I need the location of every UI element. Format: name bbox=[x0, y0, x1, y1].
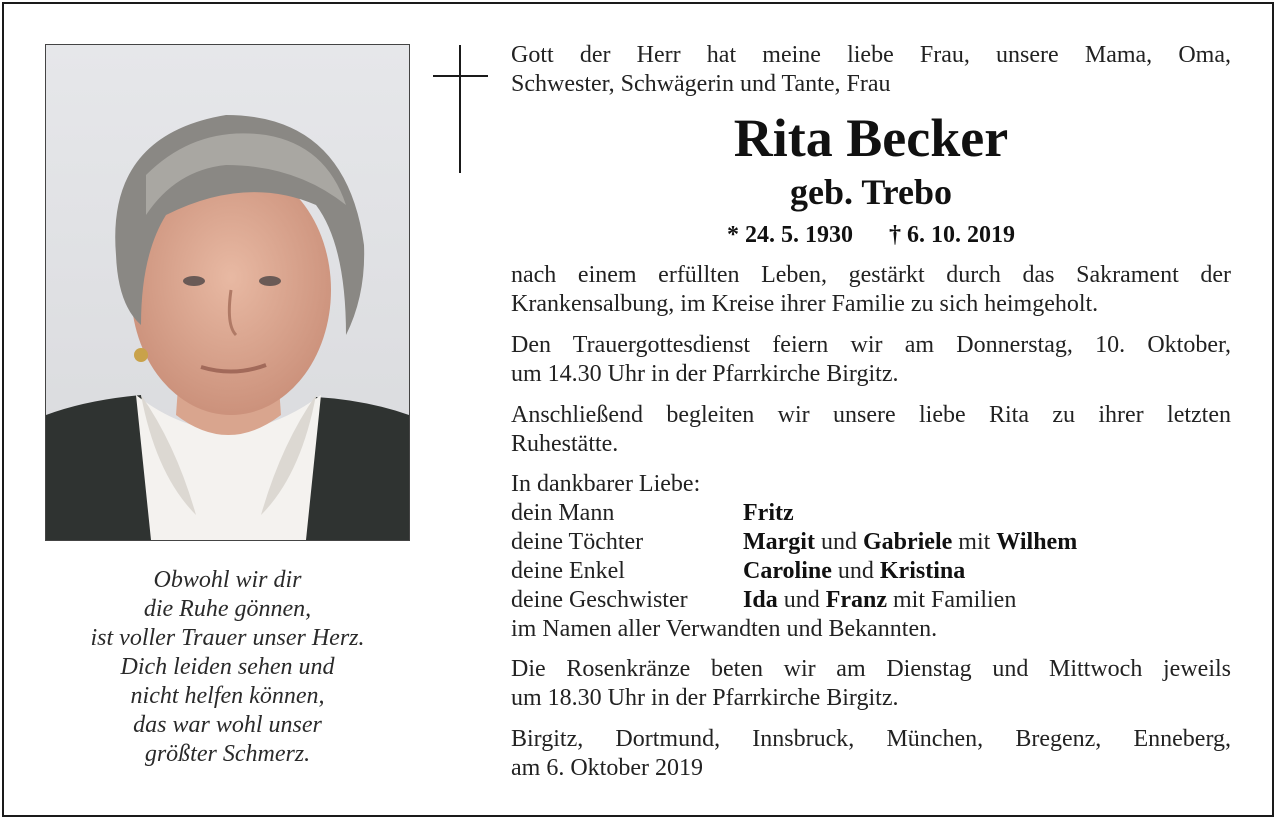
paragraph-line: um 18.30 Uhr in der Pfarrkirche Birgitz. bbox=[511, 685, 899, 711]
poem-line: Obwohl wir dir bbox=[153, 567, 302, 593]
connector-text: und bbox=[831, 558, 880, 584]
relative-names bbox=[743, 557, 965, 586]
relative-name: Fritz bbox=[743, 500, 794, 526]
family-outro: im Namen aller Verwandten und Bekannten. bbox=[511, 616, 938, 642]
paragraph-line: Den Trauergottesdienst feiern wir am Donnerstag, 10. Oktober, bbox=[511, 332, 1231, 358]
closing-line: Birgitz, Dortmund, Innsbruck, München, Bregenz, Enneberg, bbox=[511, 726, 1231, 752]
intro-line: Gott der Herr hat meine liebe Frau, unsere Mama, Oma, bbox=[511, 42, 1231, 68]
relative-name: Caroline bbox=[743, 558, 832, 584]
family-row bbox=[511, 499, 1231, 528]
paragraph-line: Anschließend begleiten wir unsere liebe Rita zu ihrer letzten bbox=[511, 402, 1231, 428]
relative-name: Margit bbox=[743, 529, 815, 555]
relative-name: Ida bbox=[743, 587, 778, 613]
family-intro: In dankbarer Liebe: bbox=[511, 471, 701, 497]
poem-line: Dich leiden sehen und bbox=[120, 654, 335, 680]
memorial-poem bbox=[45, 566, 410, 769]
relation-label: deine Geschwister bbox=[511, 587, 688, 613]
life-dates bbox=[511, 220, 1231, 250]
poem-line: nicht helfen können, bbox=[130, 683, 325, 709]
death-date: † 6. 10. 2019 bbox=[889, 222, 1015, 248]
birth-date: * 24. 5. 1930 bbox=[727, 222, 853, 248]
family-row bbox=[511, 557, 1231, 586]
relative-name: Kristina bbox=[879, 558, 966, 584]
closing-line: am 6. Oktober 2019 bbox=[511, 755, 703, 781]
paragraph-line: um 14.30 Uhr in der Pfarrkirche Birgitz. bbox=[511, 361, 899, 387]
poem-line: größter Schmerz. bbox=[144, 741, 311, 767]
relative-names bbox=[743, 499, 794, 528]
poem-line: ist voller Trauer unser Herz. bbox=[90, 625, 365, 651]
paragraph-line: Ruhestätte. bbox=[511, 431, 619, 457]
connector-text: mit bbox=[952, 529, 997, 555]
family-row bbox=[511, 586, 1231, 615]
relative-name: Gabriele bbox=[862, 529, 953, 555]
relative-name: Franz bbox=[825, 587, 887, 613]
poem-line: das war wohl unser bbox=[133, 712, 322, 738]
family-row bbox=[511, 528, 1231, 557]
connector-text: und bbox=[777, 587, 826, 613]
paragraph-line: Krankensalbung, im Kreise ihrer Familie zu sich heimgeholt. bbox=[511, 291, 1099, 317]
relation-label: dein Mann bbox=[511, 500, 615, 526]
relation-label: deine Töchter bbox=[511, 529, 644, 555]
intro-line: Schwester, Schwägerin und Tante, Frau bbox=[511, 71, 891, 97]
connector-text: und bbox=[814, 529, 863, 555]
connector-text: mit Familien bbox=[887, 587, 1017, 613]
paragraph-line: nach einem erfüllten Leben, gestärkt durch das Sakrament der bbox=[511, 262, 1231, 288]
maiden-name: geb. Trebo bbox=[789, 172, 953, 212]
deceased-name: Rita Becker bbox=[733, 108, 1009, 168]
relation-label: deine Enkel bbox=[511, 558, 625, 584]
relative-name: Wilhem bbox=[996, 529, 1078, 555]
relative-names bbox=[743, 586, 1016, 615]
relative-names bbox=[743, 528, 1077, 557]
portrait-photo bbox=[45, 44, 410, 541]
paragraph-line: Die Rosenkränze beten wir am Dienstag und Mittwoch jeweils bbox=[511, 656, 1231, 682]
poem-line: die Ruhe gönnen, bbox=[143, 596, 312, 622]
